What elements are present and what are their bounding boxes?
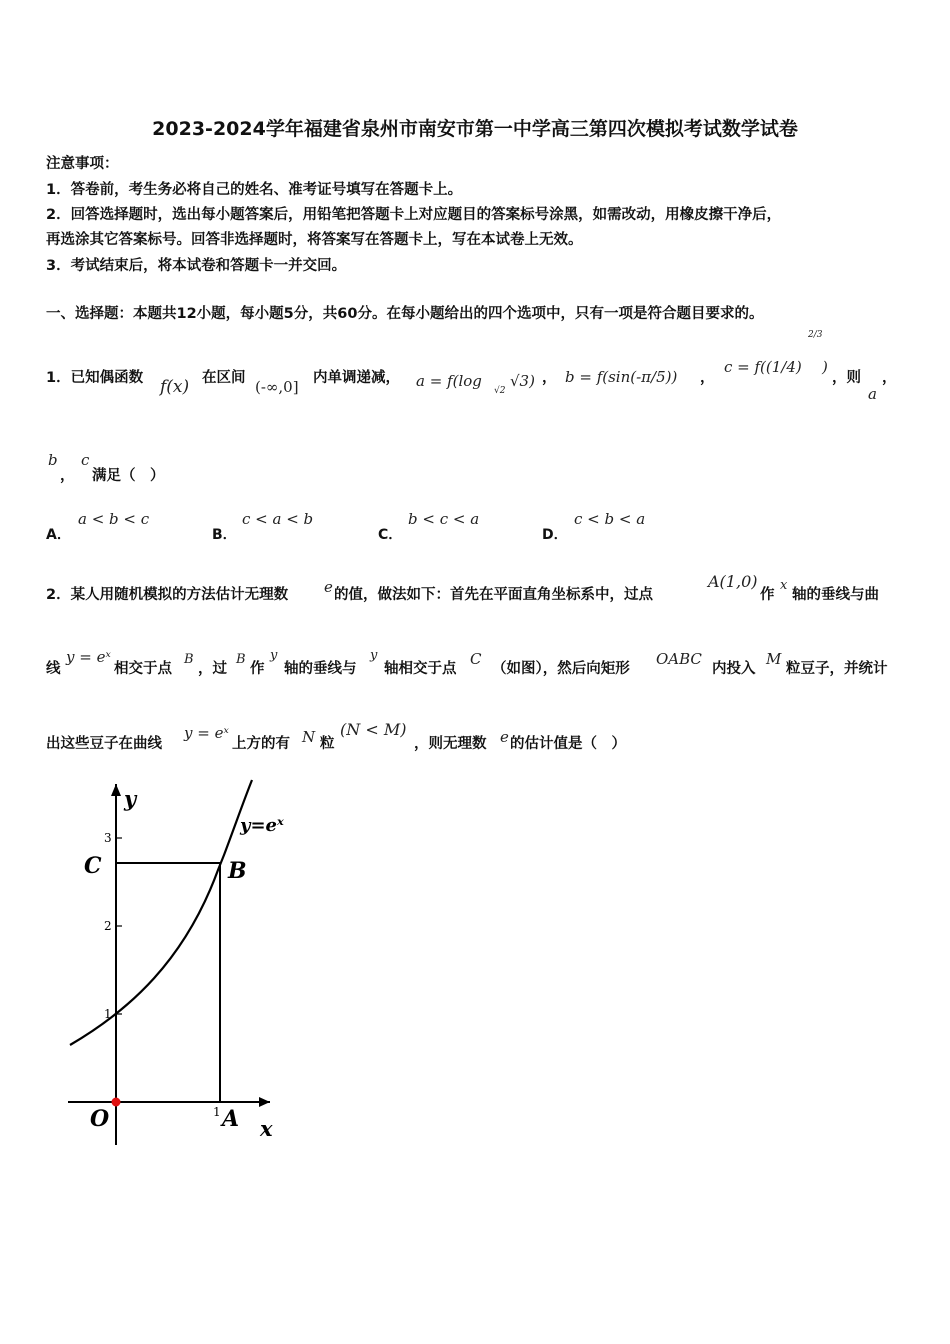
tick-label-y-3: 3 xyxy=(104,831,112,845)
q2-line1-point-a: A(1,0) xyxy=(708,572,758,591)
note-item-2b: 再选涂其它答案标号。回答非选择题时，将答案写在答题卡上，写在本试卷上无效。 xyxy=(46,232,583,248)
q2-line2-y2: y xyxy=(370,648,378,663)
q1-math-fx: f(x) xyxy=(160,377,190,397)
q2-line1-b: 的值，做法如下：首先在平面直角坐标系中，过点 xyxy=(334,587,653,603)
q2-line3-condition: (N < M) xyxy=(340,720,407,739)
note-item-1: 1．答卷前，考生务必将自己的姓名、准考证号填写在答题卡上。 xyxy=(46,182,463,198)
q1-text-4: ，则 xyxy=(832,370,861,386)
q2-line3-e: e xyxy=(500,728,509,746)
q2-line2-y: y xyxy=(270,648,278,663)
tick-label-y-1: 1 xyxy=(104,1007,112,1021)
q2-line1-c: 作 xyxy=(760,587,775,603)
q2-line2-point-c: C xyxy=(470,650,482,668)
q2-line2-i: 粒豆子，并统计 xyxy=(786,661,888,677)
note-item-2a: 2．回答选择题时，选出每小题答案后，用铅笔把答题卡上对应题目的答案标号涂黑，如需改动，用橡皮擦干净后， xyxy=(46,207,782,223)
q1-option-d-expr: c < b < a xyxy=(574,510,646,528)
q1-option-b-label: B． xyxy=(212,527,237,543)
q2-line1-a: 2．某人用随机模拟的方法估计无理数 xyxy=(46,587,289,603)
x-axis-label: x xyxy=(260,1116,273,1141)
point-a-label: A xyxy=(222,1106,240,1132)
q2-line3-f: 的估计值是（ ） xyxy=(510,736,626,752)
q2-line3-curve: y = eˣ xyxy=(184,724,229,742)
curve-label: y=eˣ xyxy=(240,815,284,836)
y-axis-arrow-icon xyxy=(111,784,121,796)
q2-line1-d: 轴的垂线与曲 xyxy=(792,587,879,603)
q1-text-2: 在区间 xyxy=(202,370,246,386)
q1-math-b: b = f(sin(-π/5)) xyxy=(565,368,678,386)
q2-line1-e: e xyxy=(324,578,333,596)
q2-line3-n: N xyxy=(302,728,316,746)
q1-option-a-expr: a < b < c xyxy=(78,510,150,528)
point-c-label: C xyxy=(84,853,102,879)
q1-math-interval: (-∞,0] xyxy=(255,378,299,396)
q2-line3-b: 上方的有 xyxy=(232,736,290,752)
q1-text-1: 1．已知偶函数 xyxy=(46,370,144,386)
section-heading: 一、选择题：本题共12小题，每小题5分，共60分。在每小题给出的四个选项中，只有一项是符合题目要求的。 xyxy=(46,306,764,322)
q1-math-c2: c xyxy=(81,451,90,469)
q2-line3-d: ，则无理数 xyxy=(414,736,487,752)
q2-line3-a: 出这些豆子在曲线 xyxy=(46,736,162,752)
q1-math-a-sub: √2 xyxy=(494,386,506,396)
q1-text-6: ， xyxy=(60,468,75,484)
q2-line2-h: 内投入 xyxy=(712,661,756,677)
q1-math-a2: a xyxy=(868,385,877,403)
q1-math-a: a = f(log xyxy=(416,372,482,390)
q1-text-5: ， xyxy=(882,370,897,386)
page-title: 2023-2024学年福建省泉州市南安市第一中学高三第四次模拟考试数学试卷 xyxy=(152,118,798,140)
q2-line2-point-b: B xyxy=(184,652,194,667)
q2-line1-x: x xyxy=(780,578,788,593)
q1-option-c-expr: b < c < a xyxy=(408,510,480,528)
x-axis-arrow-icon xyxy=(259,1097,270,1107)
q2-line2-f: 轴相交于点 xyxy=(384,661,457,677)
tick-label-x-1: 1 xyxy=(213,1105,221,1119)
q1-sep-2: ， xyxy=(700,370,715,386)
q2-line2-oabc: OABC xyxy=(656,650,702,668)
q1-math-c-exp: 2/3 xyxy=(808,330,823,340)
q1-text-7: 满足（ ） xyxy=(92,468,165,484)
y-axis-label: y xyxy=(124,786,137,811)
q2-line2-curve: y = eˣ xyxy=(66,648,111,666)
exp-curve xyxy=(70,780,252,1045)
point-b-label: B xyxy=(228,858,247,884)
q1-option-c-label: C． xyxy=(378,527,403,543)
q2-line2-d: 作 xyxy=(250,661,265,677)
q1-sep-1: ， xyxy=(542,370,557,386)
q1-math-c: c = f((1/4) xyxy=(724,358,802,376)
q2-line2-c: ，过 xyxy=(198,661,227,677)
q1-option-d-label: D． xyxy=(542,527,568,543)
notes-heading: 注意事项： xyxy=(46,156,119,172)
tick-label-y-2: 2 xyxy=(104,919,112,933)
q2-line2-b: 相交于点 xyxy=(114,661,172,677)
origin-point xyxy=(112,1098,121,1107)
q2-line2-e: 轴的垂线与 xyxy=(284,661,357,677)
q2-line2-point-b2: B xyxy=(236,652,246,667)
origin-label: O xyxy=(90,1106,110,1132)
q1-math-a-end: √3) xyxy=(510,372,535,390)
q2-line2-a: 线 xyxy=(46,661,61,677)
q2-line2-m: M xyxy=(766,650,782,668)
q1-math-b2: b xyxy=(48,451,58,469)
q1-text-3: 内单调递减， xyxy=(313,370,400,386)
q2-line2-g: （如图），然后向矩形 xyxy=(492,661,630,677)
note-item-3: 3．考试结束后，将本试卷和答题卡一并交回。 xyxy=(46,258,347,274)
q2-line3-c: 粒 xyxy=(320,736,335,752)
q1-option-b-expr: c < a < b xyxy=(242,510,314,528)
q1-math-c-end: ) xyxy=(822,358,828,376)
q1-option-a-label: A． xyxy=(46,527,71,543)
